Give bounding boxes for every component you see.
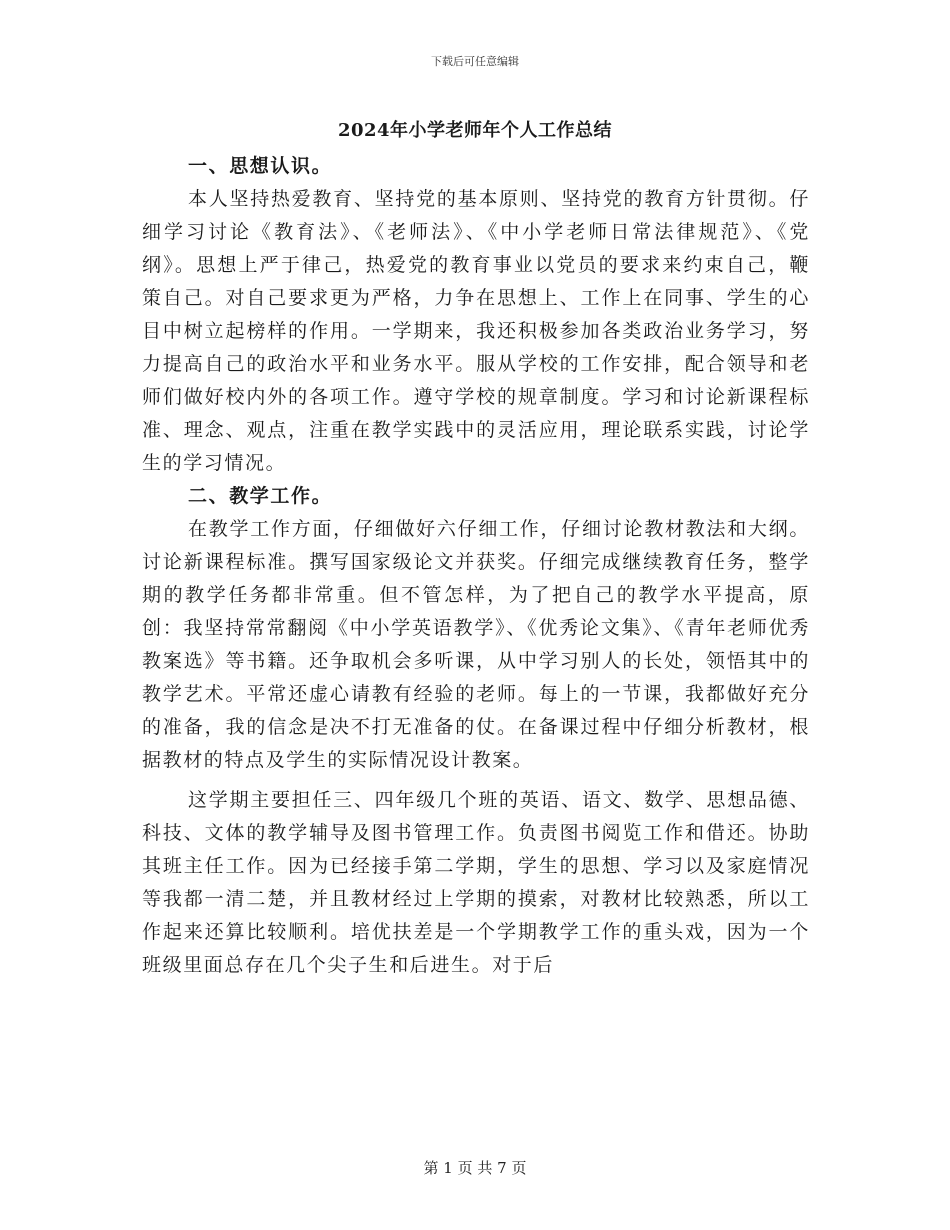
header-note: 下载后可任意编辑 [431,55,519,68]
paragraph-thought: 本人坚持热爱教育、坚持党的基本原则、坚持党的教育方针贯彻。仔细学习讨论《教育法》、《老师法》、《中小学老师日常法律规范》、《党纲》。思想上严于律己，热爱党的教育事业以党员的要求来约束自己，鞭策自己。对自己要求更为严格，力争在思想上、工作上在同事、学生的心目中树立起榜样的作用。一学期来，我还积极参加各类政治业务学习，努力提高自己的政治水平和业务水平。服从学校的工作安排，配合领导和老师们做好校内外的各项工作。遵守学校的规章制度。学习和讨论新课程标准、理念、观点，注重在教学实践中的灵活应用，理论联系实践，讨论学生的学习情况。 [142,188,810,474]
page-number: 第 1 页 共 7 页 [423,1159,527,1177]
paragraph-teaching-2: 这学期主要担任三、四年级几个班的英语、语文、数学、思想品德、科技、文体的教学辅导及图书管理工作。负责图书阅览工作和借还。协助其班主任工作。因为已经接手第二学期，学生的思想、学习以及家庭情况等我都一清二楚，并且教材经过上学期的摸索，对教材比较熟悉，所以工作起来还算比较顺利。培优扶差是一个学期教学工作的重头戏，因为一个班级里面总存在几个尖子生和后进生。对于后 [142,789,810,976]
section-heading-teaching: 二、教学工作。 [188,485,333,507]
section-heading-thought: 一、思想认识。 [188,155,333,177]
paragraph-teaching-1: 在教学工作方面，仔细做好六仔细工作，仔细讨论教材教法和大纲。讨论新课程标准。撰写国家级论文并获奖。仔细完成继续教育任务，整学期的教学任务都非常重。但不管怎样，为了把自己的教学水平提高，原创：我坚持常常翻阅《中小学英语教学》、《优秀论文集》、《青年老师优秀教案选》等书籍。还争取机会多听课，从中学习别人的长处，领悟其中的教学艺术。平常还虚心请教有经验的老师。每上的一节课，我都做好充分的准备，我的信念是决不打无准备的仗。在备课过程中仔细分析教材，根据教材的特点及学生的实际情况设计教案。 [142,518,810,771]
document-body [142,150,810,982]
document-title: 2024年小学老师年个人工作总结 [337,120,613,141]
